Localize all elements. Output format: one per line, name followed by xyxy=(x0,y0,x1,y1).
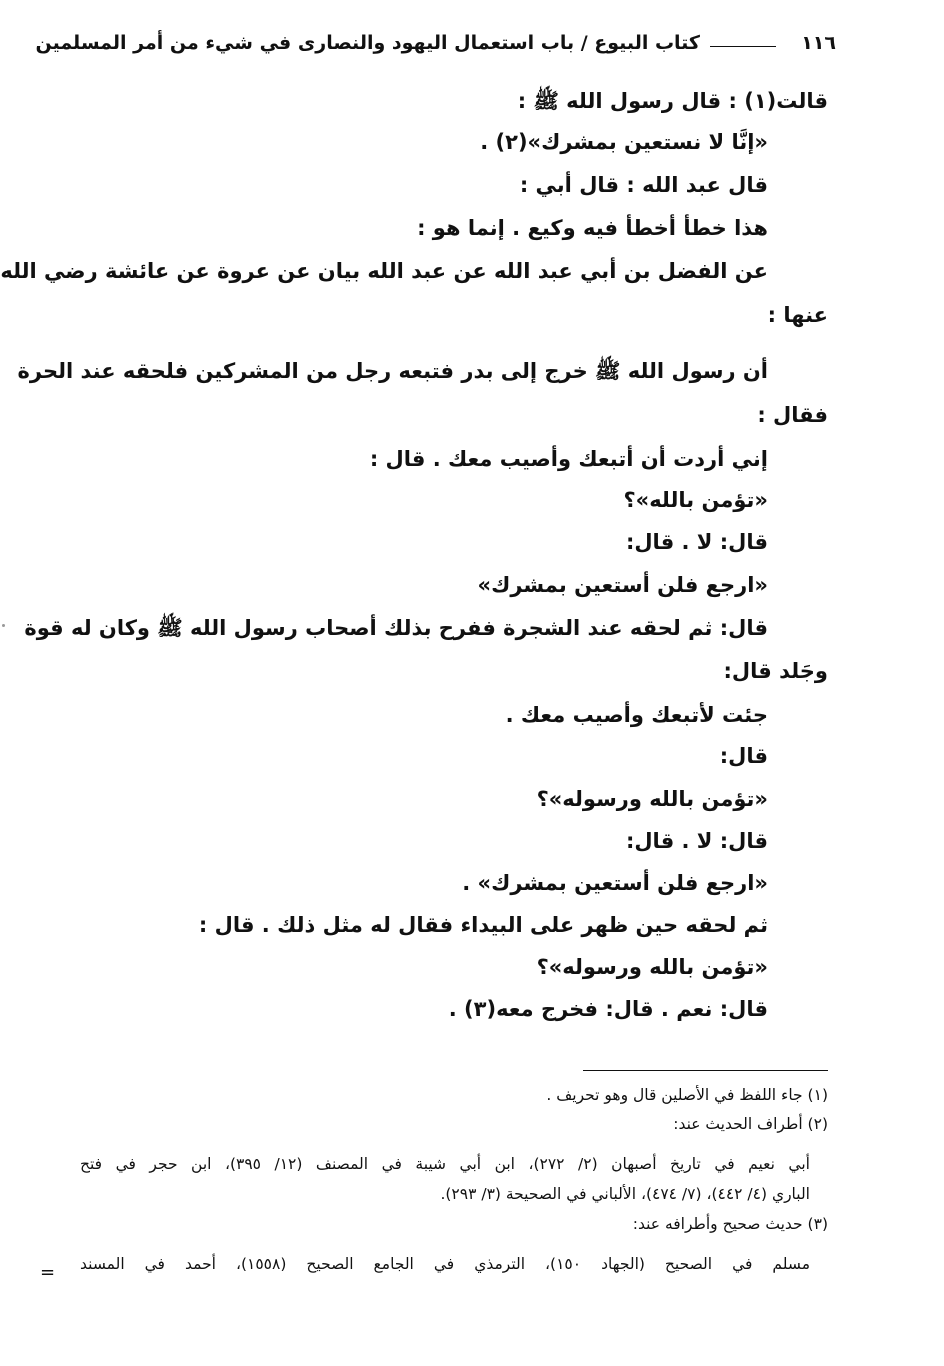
scan-speck xyxy=(2,624,5,627)
body-line: وجَلد قال: xyxy=(723,659,828,683)
page-number: ١١٦ xyxy=(801,32,836,54)
footnote-line: (٣) حديث صحيح وأطرافه عند: xyxy=(632,1215,828,1233)
body-line: قالت(١) : قال رسول الله ﷺ : xyxy=(517,89,828,113)
body-line: قال: لا . قال: xyxy=(625,530,768,554)
body-line: ثم لحقه حين ظهر على البيداء فقال له مثل ذلك . قال : xyxy=(198,913,768,937)
body-line: فقال : xyxy=(757,403,828,427)
header-rule xyxy=(710,46,776,47)
body-line: هذا خطأ أخطأ فيه وكيع . إنما هو : xyxy=(417,216,768,240)
body-line: أن رسول الله ﷺ خرج إلى بدر فتبعه رجل من المشركين فلحقه عند الحرة xyxy=(17,359,768,383)
footnote-line: الباري (٤/ ٤٤٢)، (٧/ ٤٧٤)، الألباني في الصحيحة (٣/ ٢٩٣). xyxy=(440,1185,810,1203)
running-title: كتاب البيوع / باب استعمال اليهود والنصارى في شيء من أمر المسلمين xyxy=(35,32,700,54)
body-line: قال عبد الله : قال أبي : xyxy=(519,173,768,197)
body-line: قال: نعم . قال: فخرج معه(٣) . xyxy=(448,997,768,1021)
body-line: قال: xyxy=(719,744,768,768)
body-line: «تؤمن بالله»؟ xyxy=(623,488,768,512)
body-line: «ارجع فلن أستعين بمشرك» xyxy=(477,573,768,597)
footnote-line: مسلم في الصحيح (الجهاد ١٥٠)، الترمذي في الجامع الصحيح (١٥٥٨)، أحمد في المسند xyxy=(80,1255,810,1273)
footnote-line: أبي نعيم في تاريخ أصبهان (٢/ ٢٧٢)، ابن أبي شيبة في المصنف (١٢/ ٣٩٥)، ابن حجر في فتح xyxy=(80,1155,810,1173)
running-header xyxy=(35,30,836,70)
body-line: جئت لأتبعك وأصيب معك . xyxy=(505,703,768,727)
footnote-line: (٢) أطراف الحديث عند: xyxy=(673,1115,828,1133)
body-line: «تؤمن بالله ورسوله»؟ xyxy=(536,787,768,811)
body-line: عنها : xyxy=(767,303,828,327)
body-line: إني أردت أن أتبعك وأصيب معك . قال : xyxy=(369,447,768,471)
footnote-line: (١) جاء اللفظ في الأصلين قال وهو تحريف . xyxy=(546,1086,828,1104)
footnote-separator xyxy=(583,1070,828,1071)
body-line: «تؤمن بالله ورسوله»؟ xyxy=(536,955,768,979)
body-line: قال: ثم لحقه عند الشجرة ففرح بذلك أصحاب رسول الله ﷺ وكان له قوة xyxy=(24,616,768,640)
body-line: عن الفضل بن أبي عبد الله عن عبد الله بيان عن عروة عن عائشة رضي الله xyxy=(0,259,768,283)
continuation-mark: = xyxy=(40,1262,56,1283)
body-line: «ارجع فلن أستعين بمشرك» . xyxy=(462,871,768,895)
body-line: قال: لا . قال: xyxy=(625,829,768,853)
body-line: «إنَّا لا نستعين بمشرك»(٢) . xyxy=(480,130,768,154)
